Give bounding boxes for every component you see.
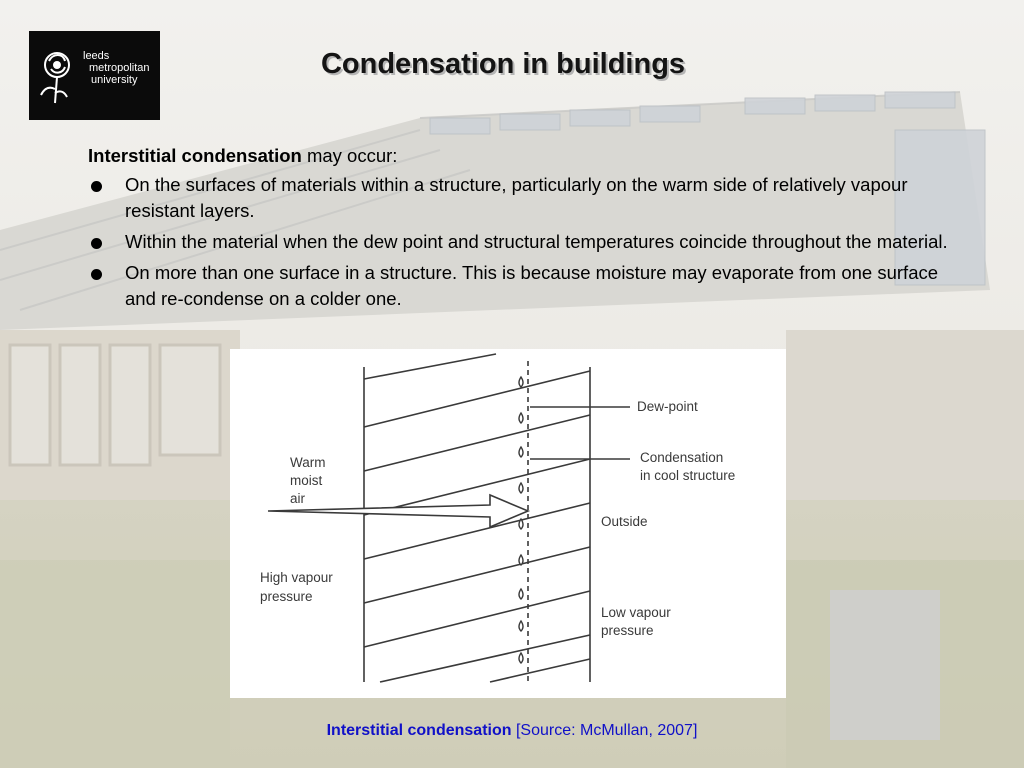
condensation-diagram: [230, 349, 786, 698]
label-high-vapour-2: pressure: [260, 589, 313, 604]
list-item: [88, 260, 948, 312]
label-warm-1: Warm: [290, 455, 326, 470]
intro-bold: Interstitial condensation: [88, 145, 302, 166]
bullet-text: On the surfaces of materials within a structure, particularly on the warm side of relatively vapour resistant layers.: [125, 174, 908, 221]
droplet-group: [519, 377, 523, 663]
bullet-icon: [91, 181, 102, 192]
bullet-text: Within the material when the dew point and structural temperatures coincide throughout the material.: [125, 231, 948, 252]
label-outside: Outside: [601, 514, 648, 529]
label-condensation-2: in cool structure: [640, 468, 736, 483]
slide-title: Condensation in buildings: [320, 48, 686, 80]
caption-source: [Source: McMullan, 2007]: [511, 722, 698, 739]
list-item: [88, 229, 948, 255]
logo-line-3: university: [91, 74, 138, 86]
bullet-list: [88, 172, 948, 312]
label-warm-2: moist: [290, 473, 323, 488]
label-high-vapour-1: High vapour: [260, 570, 333, 585]
label-condensation-1: Condensation: [640, 450, 724, 465]
intro-rest: may occur:: [301, 145, 398, 166]
slide-body: [88, 143, 948, 317]
list-item: [88, 172, 948, 224]
bullet-text: On more than one surface in a structure. This is because moisture may evaporate from one surface and re-condense on a colder one.: [125, 262, 939, 309]
caption-bold: Interstitial condensation: [326, 722, 512, 739]
intro-line: [88, 143, 948, 169]
label-dew-point: Dew-point: [637, 399, 698, 414]
label-low-vapour-1: Low vapour: [601, 605, 671, 620]
bullet-icon: [91, 269, 102, 280]
label-warm-3: air: [290, 491, 306, 506]
bullet-icon: [91, 238, 102, 249]
label-low-vapour-2: pressure: [601, 623, 654, 638]
logo-line-2: metropolitan: [89, 62, 150, 74]
figure-caption: [0, 722, 1024, 740]
logo-line-1: leeds: [83, 50, 110, 62]
